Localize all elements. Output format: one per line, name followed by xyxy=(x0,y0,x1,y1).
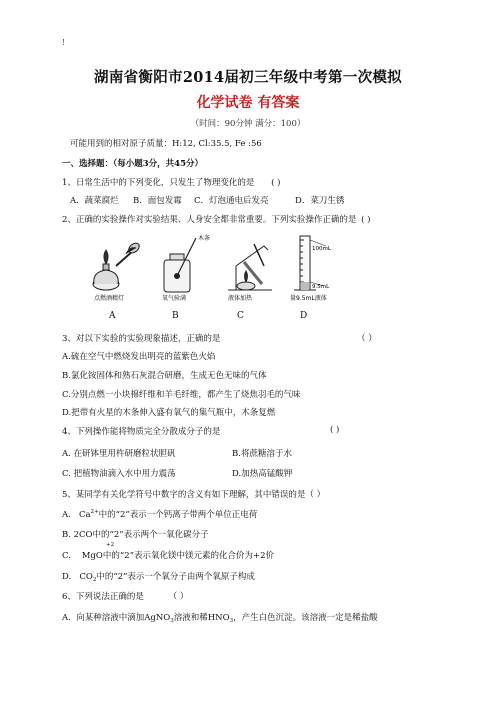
question-5-option-b: B. 2CO中的“2”表示两个一氧化碳分子 xyxy=(62,530,209,540)
option-c-letter: C. xyxy=(62,551,82,561)
question-4-option-b: B.将蔗糖溶于水 xyxy=(232,449,292,459)
section-choice-heading: 一、选择题：（每小题3分，共45分） xyxy=(62,159,203,169)
question-5-stem: 5、某同学有关化学符号中数字的含义有如下理解，其中错误的是（ ） xyxy=(62,490,326,500)
option-letter-b: B xyxy=(172,311,179,321)
option-d-text: 中的“2”表示一个氧分子由两个氧原子构成 xyxy=(96,572,255,582)
option-a-text-1: 向某种溶液中滴加AgNO xyxy=(76,613,171,623)
question-5-option-d xyxy=(62,570,255,583)
document-title: 湖南省衡阳市2014届初三年级中考第一次模拟 xyxy=(94,69,402,86)
option-c-text: 中的“2”表示氧化镁中镁元素的化合价为+2价 xyxy=(102,551,274,561)
caption-b: 氧气验满 xyxy=(162,295,187,302)
exam-info: （时间：90分钟 满分：100） xyxy=(190,119,306,129)
cylinder-top-label: 100mL xyxy=(312,246,331,252)
question-4-answer-blank: ( ) xyxy=(330,425,340,435)
option-a-text-3: ，产生白色沉淀。该溶液一定是稀盐酸 xyxy=(233,613,378,623)
option-a-letter: A. xyxy=(62,510,79,520)
option-letter-a: A xyxy=(109,311,116,321)
option-a-text-2: 溶液和稀HNO xyxy=(173,613,230,623)
question-6-stem xyxy=(62,590,188,602)
question-3-option-c: C.分别点燃一小块棉纤维和羊毛纤维，都产生了烧焦羽毛的气味 xyxy=(62,390,301,400)
option-d-letter: D. xyxy=(62,572,80,582)
nitric-acid-subscript: 3 xyxy=(229,618,234,624)
option-a-letter: A. xyxy=(62,613,77,623)
question-1-text: 1、日常生活中的下列变化，只发生了物理变化的是 xyxy=(62,178,255,188)
valence-superscript: +2 xyxy=(106,542,115,548)
question-5-option-c xyxy=(62,549,274,561)
page-mark: ! xyxy=(62,38,66,47)
question-3-answer-blank: （ ） xyxy=(357,334,377,344)
magnesium-oxide-formula: MgO xyxy=(81,551,103,561)
option-letter-c: C xyxy=(237,311,244,321)
document-subtitle: 化学试卷 有答案 xyxy=(196,95,300,111)
apparatus-figure xyxy=(86,226,386,306)
question-1-option-c: C．灯泡通电后发亮 xyxy=(194,196,269,206)
question-4-option-c: C. 把植物油滴入水中用力震荡 xyxy=(62,469,176,479)
silver-nitrate-subscript: 3 xyxy=(170,618,174,624)
liquid-heating-illustration xyxy=(228,244,272,290)
alcohol-lamp-illustration xyxy=(93,241,141,290)
question-1-stem xyxy=(62,176,280,188)
question-3-option-a: A.硫在空气中燃烧发出明亮的蓝紫色火焰 xyxy=(62,352,216,362)
question-5-option-a xyxy=(62,508,257,520)
question-1-option-d: D．菜刀生锈 xyxy=(295,196,345,206)
question-3-stem: 3、对以下实验的实验现象描述，正确的是 xyxy=(62,334,221,344)
wood-strip-label: 木条 xyxy=(198,235,211,242)
option-letter-d: D xyxy=(300,311,308,321)
carbon-dioxide-formula: CO xyxy=(79,572,93,582)
question-4-option-a: A. 在研钵里用杵研磨粒状胆矾 xyxy=(62,449,176,459)
graduated-cylinder-illustration xyxy=(294,236,326,290)
question-6-answer-blank: （ ） xyxy=(168,592,189,602)
cylinder-bottom-label: 9.5mL xyxy=(312,284,330,290)
question-4-stem: 4、下列操作能将物质完全分散成分子的是 xyxy=(62,427,221,437)
calcium-ion-charge: 2+ xyxy=(90,509,99,515)
question-1-option-b: B．面包发霉 xyxy=(133,196,182,206)
caption-d: 量9.5mL液体 xyxy=(290,295,327,302)
atomic-mass-line: 可能用到的相对原子质量：H:12, Cl:35.5, Fe :56 xyxy=(70,139,262,149)
question-2-stem xyxy=(62,213,370,225)
carbon-dioxide-subscript: 2 xyxy=(92,577,97,583)
question-6-option-a xyxy=(62,611,378,624)
question-6-text: 6、下列说法正确的是 xyxy=(62,592,144,602)
question-3-option-d: D.把带有火星的木条伸入盛有氧气的集气瓶中，木条复燃 xyxy=(62,408,276,418)
question-4-option-d: D.加热高锰酸钾 xyxy=(232,469,293,479)
question-1-answer-blank: ( ) xyxy=(271,178,281,188)
question-2-answer-blank: ( ) xyxy=(361,215,371,225)
oxygen-bottle-illustration xyxy=(164,238,196,292)
question-1-option-a: A．蔬菜腐烂 xyxy=(70,196,119,206)
caption-a: 点燃酒精灯 xyxy=(94,295,125,302)
question-3-option-b: B.氯化铵固体和熟石灰混合研磨，生成无色无味的气体 xyxy=(62,371,267,381)
calcium-ion-formula: Ca xyxy=(78,510,91,520)
question-2-text: 2、正确的实验操作对实验结果、人身安全都非常重要。下列实验操作正确的是 xyxy=(62,215,357,225)
caption-c: 液体加热 xyxy=(228,295,253,302)
option-a-text: 中的“2”表示一个钙离子带两个单位正电荷 xyxy=(98,510,258,520)
